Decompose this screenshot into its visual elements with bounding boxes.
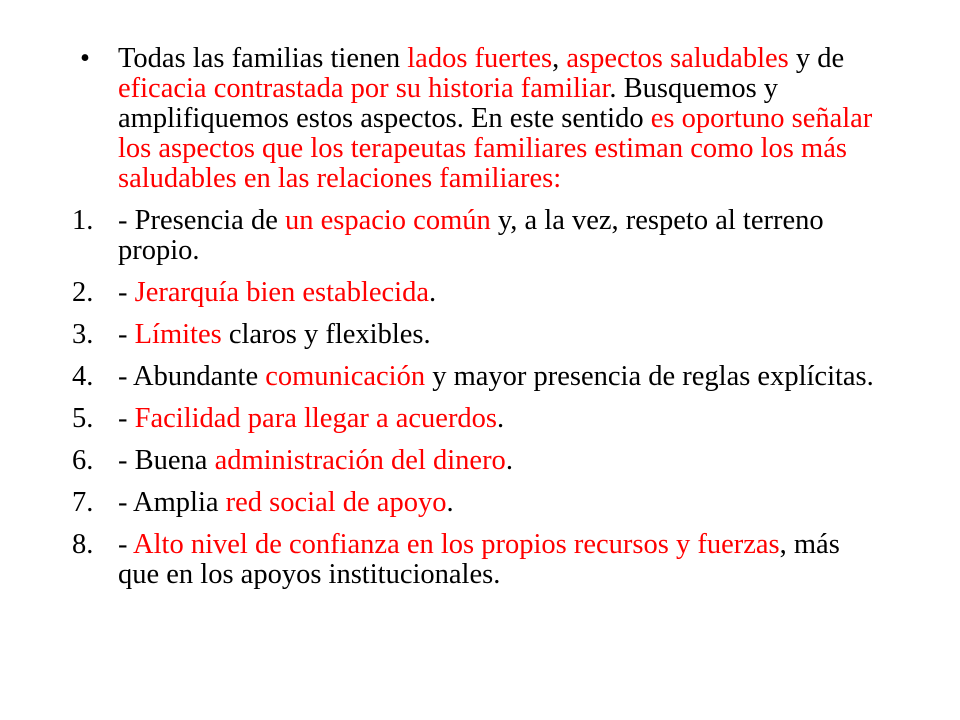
highlighted-phrase: un espacio común [284, 205, 491, 236]
text-run: claros y flexibles. [221, 319, 431, 350]
list-item-text [118, 403, 504, 434]
list-item-3 [72, 320, 882, 350]
list-item-text [118, 487, 454, 518]
text-run: , más que en los apoyos institucionales. [118, 529, 840, 590]
text-run: . Busquemos y amplifiquemos estos aspectos. En este sentido [118, 73, 779, 134]
list-number: 3. [72, 319, 94, 350]
highlighted-phrase: administración del dinero [214, 445, 506, 476]
list-item-2 [72, 278, 882, 308]
highlighted-phrase: eficacia contrastada por su historia familiar [118, 73, 610, 104]
list-item-text [118, 205, 824, 266]
list-item-text [118, 529, 840, 590]
list-item-8 [72, 530, 882, 590]
text-run: y, a la vez, respeto al terreno propio. [118, 205, 824, 266]
list-item-6 [72, 446, 882, 476]
intro-text [118, 43, 872, 194]
text-run: . [505, 445, 513, 476]
list-number: 1. [72, 205, 94, 236]
bullet-marker: • [80, 43, 90, 74]
highlighted-phrase: red social de apoyo [225, 487, 447, 518]
list-number: 4. [72, 361, 94, 392]
text-run: - [118, 529, 134, 560]
slide-body [72, 44, 882, 602]
list-number: 5. [72, 403, 94, 434]
list-number: 8. [72, 529, 94, 560]
list-item-4 [72, 362, 882, 392]
text-run: - Presencia de [118, 205, 285, 236]
list-item-7 [72, 488, 882, 518]
text-run: - [118, 319, 135, 350]
list-item-text [118, 277, 436, 308]
text-run: . [446, 487, 454, 518]
list-item-text [118, 445, 513, 476]
highlighted-phrase: comunicación [265, 361, 426, 392]
text-run: y de [788, 43, 845, 74]
text-run: y mayor presencia de reglas explícitas. [425, 361, 874, 392]
list-number: 6. [72, 445, 94, 476]
text-run: - [118, 277, 135, 308]
text-run: - Buena [118, 445, 215, 476]
list-item-text [118, 361, 874, 392]
text-run: - Amplia [118, 487, 226, 518]
intro-paragraph [72, 44, 882, 194]
list-item-5 [72, 404, 882, 434]
text-run: Todas las familias tienen [118, 43, 408, 74]
highlighted-phrase: aspectos saludables [566, 43, 789, 74]
list-item-text [118, 319, 431, 350]
highlighted-phrase: es oportuno señalar los aspectos que los terapeutas familiares estiman como los más saludables en las relaciones familiares: [118, 103, 873, 194]
text-run: , [552, 43, 567, 74]
text-run: . [428, 277, 437, 308]
highlighted-phrase: Límites [134, 319, 222, 350]
text-run: - [118, 403, 135, 434]
list-number: 2. [72, 277, 94, 308]
text-run: - Abundante [118, 361, 266, 392]
list-item-1 [72, 206, 882, 266]
highlighted-phrase: lados fuertes [407, 43, 553, 74]
highlighted-phrase: Alto nivel de confianza en los propios recursos y fuerzas [133, 529, 780, 560]
highlighted-phrase: Facilidad para llegar a acuerdos [134, 403, 498, 434]
text-run: . [497, 403, 505, 434]
highlighted-phrase: Jerarquía bien establecida [134, 277, 429, 308]
list-number: 7. [72, 487, 94, 518]
